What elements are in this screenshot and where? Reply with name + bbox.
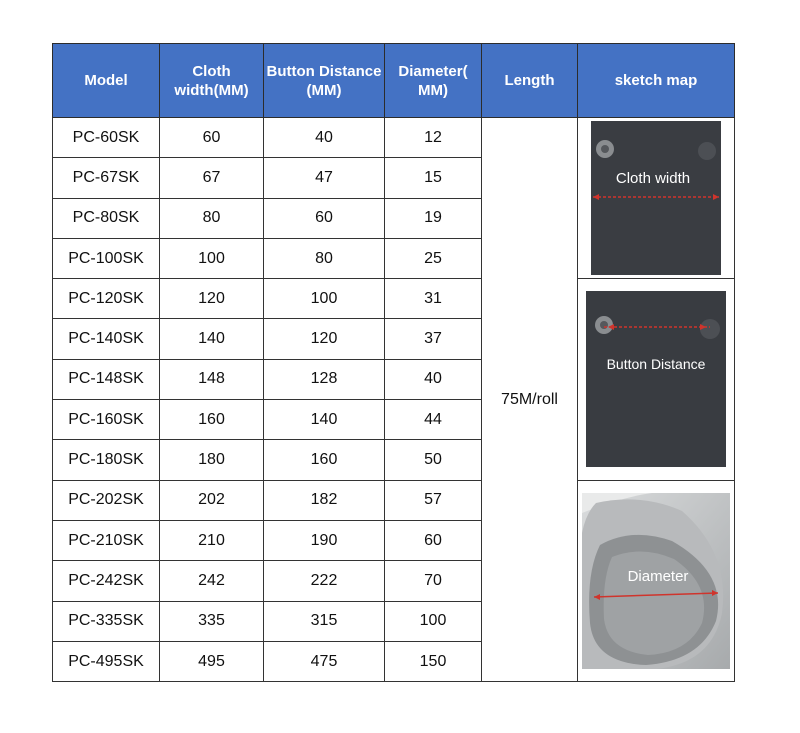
cell-diameter: 57 (385, 480, 482, 520)
header-model: Model (53, 44, 160, 118)
cell-button-distance: 80 (264, 238, 385, 278)
header-button-distance: Button Distance (MM) (264, 44, 385, 118)
cell-diameter: 100 (385, 601, 482, 641)
cell-sketch (578, 480, 735, 681)
cloth-width-label: Cloth width (615, 170, 691, 188)
diameter-label: Diameter (627, 567, 689, 585)
cell-model: PC-180SK (53, 440, 160, 480)
cell-button-distance: 315 (264, 601, 385, 641)
cell-model: PC-160SK (53, 400, 160, 440)
cell-model: PC-495SK (53, 641, 160, 681)
cell-diameter: 12 (385, 118, 482, 158)
cell-diameter: 40 (385, 359, 482, 399)
cell-model: PC-120SK (53, 279, 160, 319)
cell-diameter: 31 (385, 279, 482, 319)
cell-cloth-width: 210 (160, 520, 264, 560)
cell-button-distance: 222 (264, 561, 385, 601)
cell-sketch (578, 118, 735, 279)
cell-model: PC-210SK (53, 520, 160, 560)
cell-diameter: 50 (385, 440, 482, 480)
spec-table (52, 43, 735, 682)
diameter-sketch (582, 493, 730, 669)
header-sketch-map: sketch map (578, 44, 735, 118)
cell-button-distance: 475 (264, 641, 385, 681)
cell-cloth-width: 140 (160, 319, 264, 359)
header-length: Length (482, 44, 578, 118)
table-row (53, 118, 735, 158)
cell-diameter: 44 (385, 400, 482, 440)
cell-diameter: 25 (385, 238, 482, 278)
cell-model: PC-202SK (53, 480, 160, 520)
table-body (53, 118, 735, 682)
cell-button-distance: 182 (264, 480, 385, 520)
cell-button-distance: 40 (264, 118, 385, 158)
cell-model: PC-335SK (53, 601, 160, 641)
cell-cloth-width: 120 (160, 279, 264, 319)
cell-button-distance: 100 (264, 279, 385, 319)
cell-button-distance: 47 (264, 158, 385, 198)
cell-cloth-width: 80 (160, 198, 264, 238)
cell-diameter: 70 (385, 561, 482, 601)
cell-button-distance: 190 (264, 520, 385, 560)
cell-button-distance: 60 (264, 198, 385, 238)
cell-length: 75M/roll (482, 118, 578, 682)
button-distance-sketch (586, 291, 726, 467)
cell-cloth-width: 202 (160, 480, 264, 520)
cell-model: PC-60SK (53, 118, 160, 158)
cell-diameter: 60 (385, 520, 482, 560)
table-row (53, 279, 735, 319)
cell-cloth-width: 67 (160, 158, 264, 198)
cell-model: PC-67SK (53, 158, 160, 198)
cell-button-distance: 120 (264, 319, 385, 359)
cell-button-distance: 140 (264, 400, 385, 440)
cell-diameter: 15 (385, 158, 482, 198)
cell-cloth-width: 100 (160, 238, 264, 278)
cell-cloth-width: 160 (160, 400, 264, 440)
cell-cloth-width: 335 (160, 601, 264, 641)
cell-cloth-width: 495 (160, 641, 264, 681)
button-distance-label: Button Distance (606, 356, 706, 373)
cell-model: PC-140SK (53, 319, 160, 359)
cell-diameter: 150 (385, 641, 482, 681)
cell-model: PC-100SK (53, 238, 160, 278)
header-diameter: Diameter( MM) (385, 44, 482, 118)
cell-cloth-width: 180 (160, 440, 264, 480)
cloth-width-sketch (591, 121, 721, 275)
button-right-icon (698, 142, 716, 160)
cell-diameter: 37 (385, 319, 482, 359)
table-row (53, 480, 735, 520)
header-cloth-width: Cloth width(MM) (160, 44, 264, 118)
cell-sketch (578, 279, 735, 480)
cell-model: PC-242SK (53, 561, 160, 601)
button-right-icon (700, 319, 720, 339)
cell-cloth-width: 242 (160, 561, 264, 601)
cell-model: PC-80SK (53, 198, 160, 238)
cell-diameter: 19 (385, 198, 482, 238)
cell-cloth-width: 148 (160, 359, 264, 399)
header-row (53, 44, 735, 118)
cell-cloth-width: 60 (160, 118, 264, 158)
cell-model: PC-148SK (53, 359, 160, 399)
cell-button-distance: 128 (264, 359, 385, 399)
cell-button-distance: 160 (264, 440, 385, 480)
